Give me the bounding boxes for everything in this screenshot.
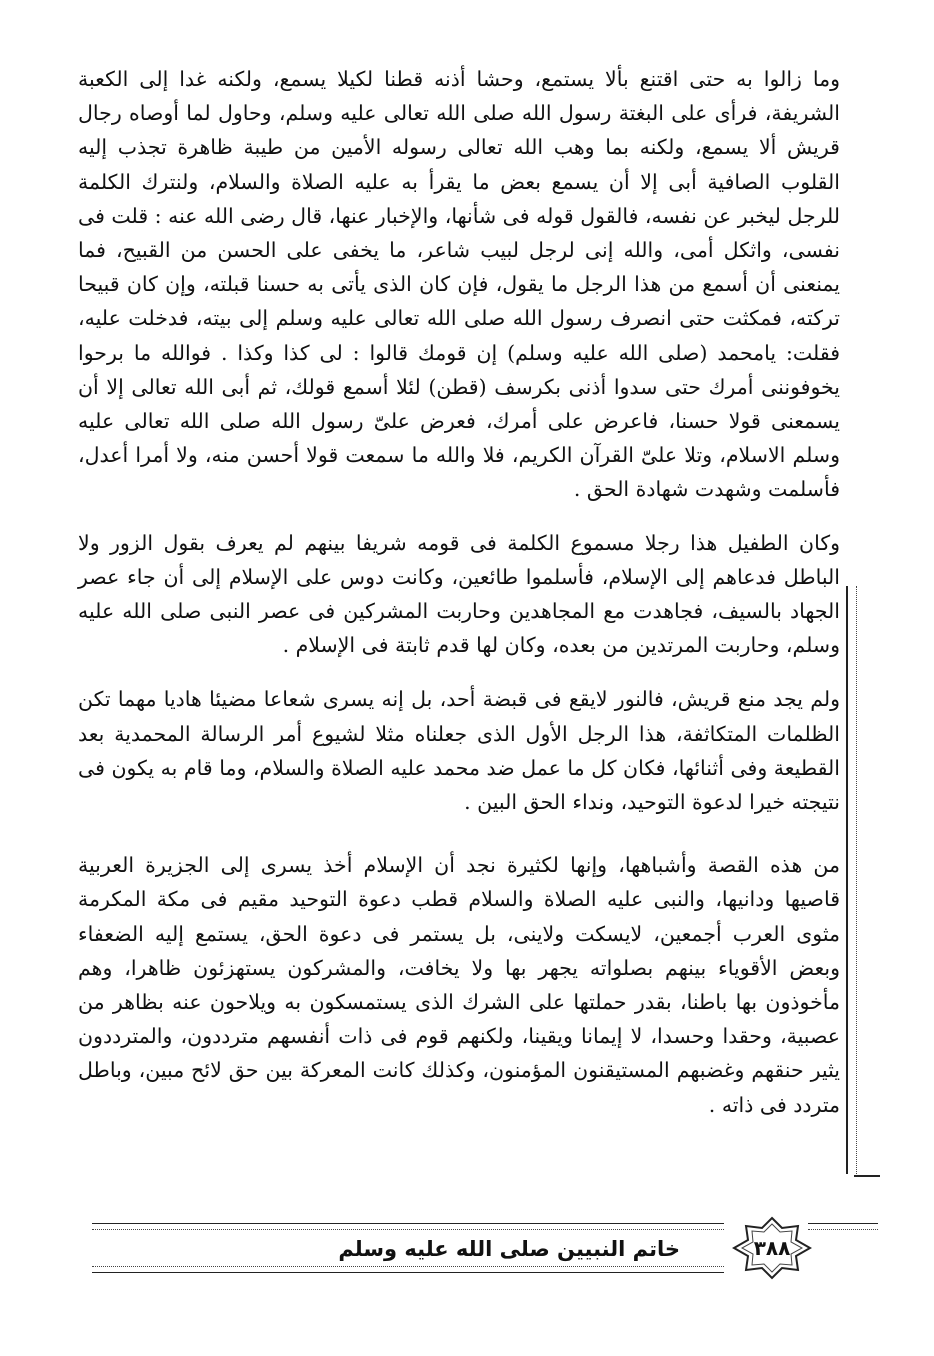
main-text (78, 62, 840, 1122)
paragraph-1: وما زالوا به حتى اقتنع بألا يستمع، وحشا أذنه قطنا لكيلا يسمع، ولكنه غدا إلى الكعبة الشريفة، فرأى على البغتة رسول الله صلى الله تعالى عليه وسلم، وحاول لما أوصاه رجال قريش ألا يسمع، ولكنه بما وهب الله تعالى رسوله الأمين من طيبة ظاهرة تجذب إليه القلوب الصافية أبى إلا أن يسمع بعض ما يقرأ به عليه الصلاة والسلام، ولنترك الكلمة للرجل ليخبر عن نفسه، فالقول قوله فى شأنها، والإخبار عنها، قال رضى الله عنه : قلت فى نفسى، واثكل أمى، والله إنى لرجل لبيب شاعر، ما يخفى على الحسن من القبيح، فما يمنعنى أن أسمع من هذا الرجل ما يقول، فإن كان الذى يأتى به حسنا قبلته، وإن كان قبيحا تركته، فمكثت حتى انصرف رسول الله صلى الله تعالى عليه وسلم إلى بيته، فدخلت عليه، فقلت: يامحمد (صلى الله عليه وسلم) إن قومك قالوا : لى كذا وكذا . فوالله ما برحوا يخوفوننى أمرك حتى سدوا أذنى بكرسف (قطن) لئلا أسمع قولك، ثم أبى الله تعالى إلا أن يسمعنى قولا حسنا، فاعرض على أمرك، فعرض علىّ رسول الله صلى الله تعالى عليه وسلم الاسلام، وتلا علىّ القرآن الكريم، فلا والله ما سمعت قولا أحسن منه، ولا أمرا أعدل، فأسلمت وشهدت شهادة الحق . (78, 67, 840, 502)
footer-book-title: خاتم النبيين صلى الله عليه وسلم (338, 1237, 680, 1261)
paragraph-4: من هذه القصة وأشباهها، وإنها لكثيرة نجد أن الإسلام أخذ يسرى إلى الجزيرة العربية قاصيها ودانيها، والنبى عليه الصلاة والسلام قطب دعوة التوحيد مقيم فى مكة المكرمة مثوى العرب أجمعين، لايسكت ولاينى، بل يستمر فى دعوة الحق، يستمع إليه الضعفاء وبعض الأقوياء بينهم بصلواته يجهر بها ولا يخافت، والمشركون يستهزئون ظاهرا، وهم مأخوذون بها باطنا، بقدر حملتها على الشرك الذى يستمسكون به ويلاحون عنه بظاهر من عصبية، وحقدا وحسدا، لا إيمانا ويقينا، ولكنهم قوم فى ذات أنفسهم مترددون، والمترددون يثير حنقهم وغضبهم المستيقنون المؤمنون، وكذلك كانت المعركة بين حق لائح مبين، وباطل متردد فى ذاته . (78, 853, 840, 1117)
side-border-corner (854, 1163, 880, 1177)
footer-rule-bottom (92, 1266, 724, 1273)
paragraph-3: ولم يجد منع قريش، فالنور لايقع فى قبضة أحد، بل إنه يسرى شعاعا مضيئا هاديا مهما تكن الظلمات المتكاثفة، هذا الرجل الأول الذى جعلناه مثلا لشيوع أمر الرسالة المحمدية بعد القطيعة وفى أثنائها، فكان كل ما عمل ضد محمد عليه الصلاة والسلام، وما قام به يكون فى نتيجته خيرا لدعوة التوحيد، ونداء الحق البين . (78, 687, 840, 815)
footer-rule-right (808, 1223, 878, 1230)
footer-rule-top (92, 1223, 724, 1230)
paragraph-2: وكان الطفيل هذا رجلا مسموع الكلمة فى قومه شريفا بينهم لم يعرف بقول الزور ولا الباطل فدعاهم إلى الإسلام، فأسلموا طائعين، وكانت دوس على الإسلام إلى أن جاء عصر الجهاد بالسيف، فجاهدت مع المجاهدين وحاربت المشركين فى عصر النبى صلى الله عليه وسلم، وحاربت المرتدين من بعده، وكان لها قدم ثابتة فى الإسلام . (78, 530, 840, 658)
side-border-ornament (846, 586, 857, 1174)
page-number: ٣٨٨ (753, 1236, 791, 1260)
